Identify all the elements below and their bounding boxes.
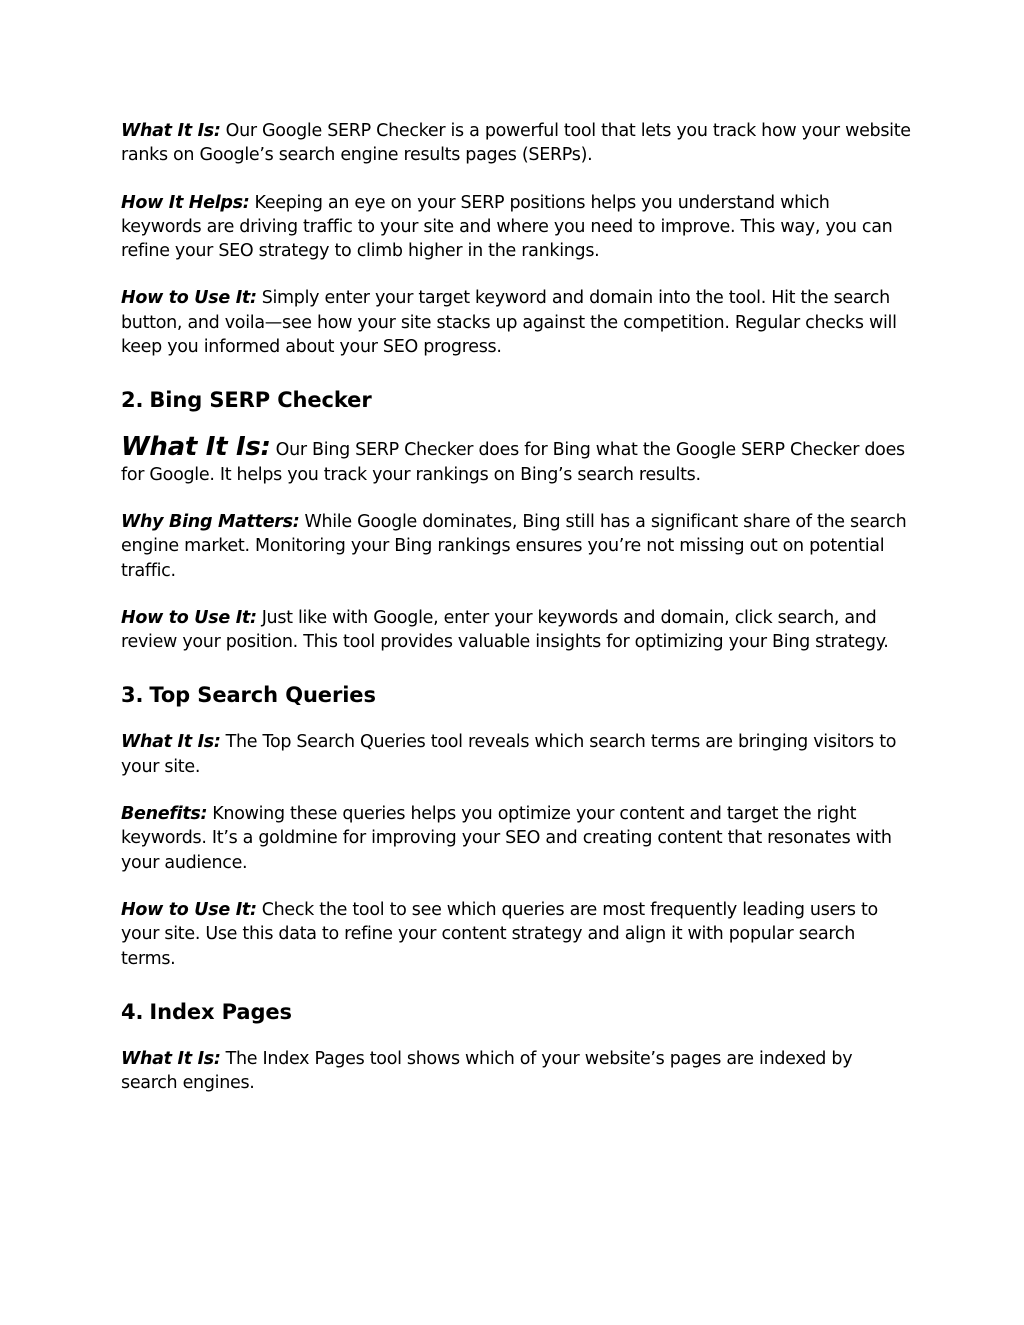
- paragraph-google-how-to-use: [121, 286, 911, 359]
- section-heading-bing-serp-checker: [121, 387, 911, 413]
- paragraph-google-what-it-is: [121, 119, 911, 168]
- paragraph-lead: What It Is:: [121, 1048, 221, 1069]
- paragraph-text: Just like with Google, enter your keywords and domain, click search, and review your position. This tool provides valuable insights for optimizing your Bing strategy.: [121, 607, 889, 653]
- paragraph-bing-what-it-is: [121, 432, 911, 487]
- paragraph-text: Our Google SERP Checker is a powerful tool that lets you track how your website ranks on Google’s search engine results pages (SERPs).: [121, 121, 911, 166]
- paragraph-index-what-it-is: [121, 1047, 911, 1096]
- paragraph-queries-what-it-is: [121, 730, 911, 779]
- paragraph-text: Check the tool to see which queries are most frequently leading users to your site. Use this data to refine your content strategy and align it with popular search terms.: [121, 899, 878, 969]
- paragraph-queries-how-to-use: [121, 898, 911, 971]
- paragraph-text: Keeping an eye on your SERP positions helps you understand which keywords are driving traffic to your site and where you need to improve. This way, you can refine your SEO strategy to climb higher in the rankings.: [121, 192, 893, 262]
- paragraph-lead: How It Helps:: [121, 192, 250, 213]
- paragraph-lead: How to Use It:: [121, 288, 257, 309]
- paragraph-bing-how-to-use: [121, 606, 911, 655]
- paragraph-google-how-it-helps: [121, 191, 911, 264]
- section-title: Index Pages: [149, 999, 292, 1024]
- section-heading-top-search-queries: [121, 682, 911, 708]
- document-page: [121, 119, 911, 1118]
- paragraph-lead: What It Is:: [121, 121, 221, 141]
- paragraph-text: While Google dominates, Bing still has a significant share of the search engine market. Monitoring your Bing rankings ensures you’re not missing out on potential traffic.: [121, 511, 907, 581]
- section-number: 3.: [121, 683, 144, 708]
- paragraph-lead: How to Use It:: [121, 607, 257, 628]
- paragraph-text: Simply enter your target keyword and domain into the tool. Hit the search button, and voila—see how your site stacks up against the competition. Regular checks will keep you informed about your SEO progress.: [121, 288, 897, 358]
- paragraph-bing-why-matters: [121, 510, 911, 583]
- paragraph-lead: What It Is:: [121, 432, 271, 463]
- paragraph-lead: Why Bing Matters:: [121, 511, 300, 532]
- section-heading-index-pages: [121, 999, 911, 1025]
- section-number: 2.: [121, 388, 144, 413]
- section-title: Top Search Queries: [149, 683, 376, 708]
- paragraph-text: Knowing these queries helps you optimize your content and target the right keywords. It’s a goldmine for improving your SEO and creating content that resonates with your audience.: [121, 804, 892, 873]
- paragraph-text: Our Bing SERP Checker does for Bing what the Google SERP Checker does for Google. It helps you track your rankings on Bing’s search results.: [121, 440, 905, 485]
- paragraph-text: The Index Pages tool shows which of your website’s pages are indexed by search engines.: [121, 1048, 853, 1094]
- section-number: 4.: [121, 999, 144, 1024]
- paragraph-lead: How to Use It:: [121, 899, 257, 920]
- paragraph-lead: Benefits:: [121, 804, 208, 825]
- paragraph-lead: What It Is:: [121, 732, 221, 753]
- paragraph-queries-benefits: [121, 802, 911, 875]
- paragraph-text: The Top Search Queries tool reveals which search terms are bringing visitors to your site.: [121, 732, 897, 777]
- section-title: Bing SERP Checker: [149, 388, 372, 413]
